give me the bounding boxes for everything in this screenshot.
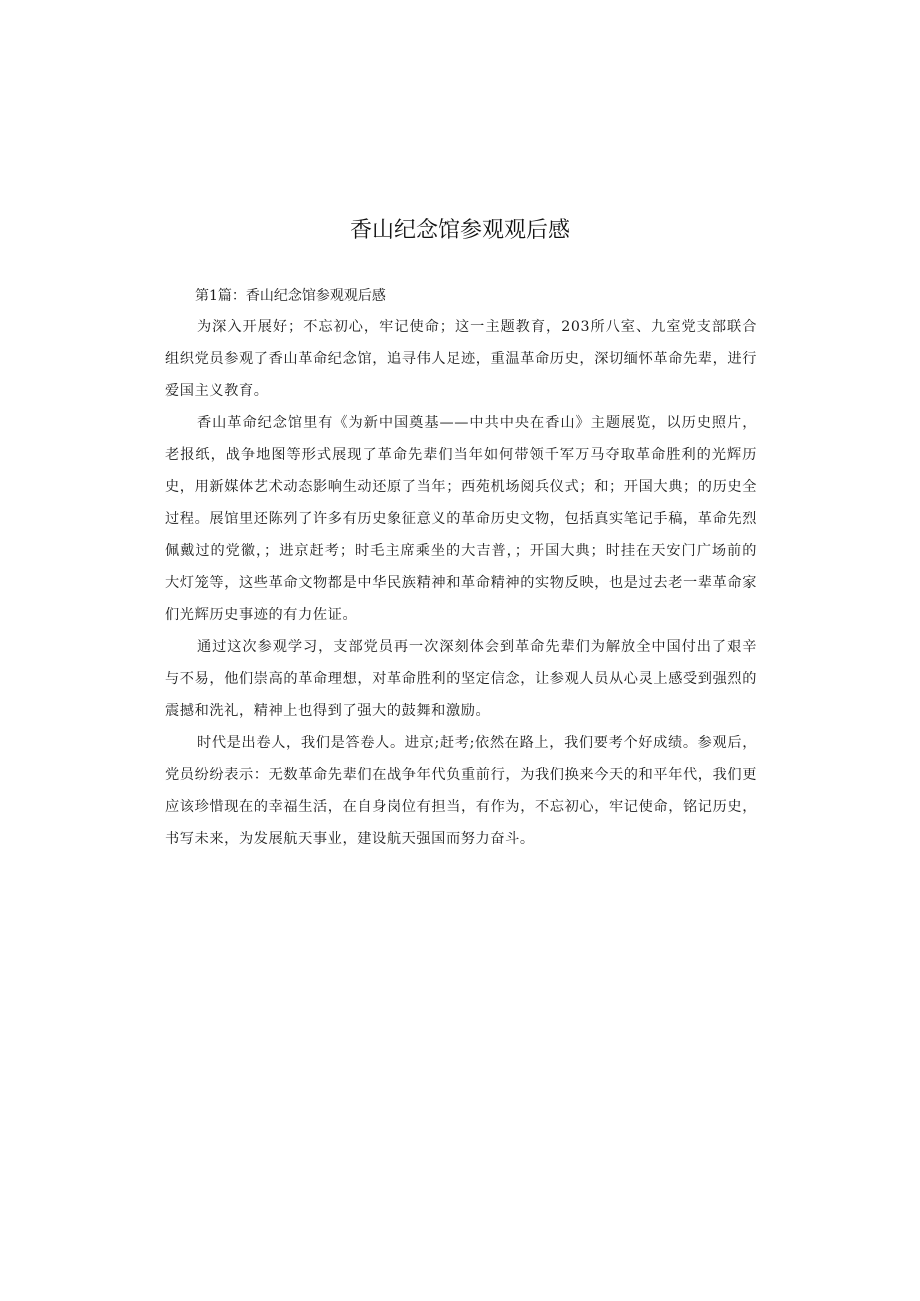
paragraph-1: 为深入开展好；不忘初心，牢记使命；这一主题教育，203所八室、九室党支部联合组织党员参观了香山革命纪念馆，追寻伟人足迹，重温革命历史，深切缅怀革命先辈，进行爱国主义教育。 [165,319,757,399]
document-title: 香山纪念馆参观观后感 [349,218,570,243]
document-body [165,283,757,855]
paragraph-2: 香山革命纪念馆里有《为新中国奠基——中共中央在香山》主题展览，以历史照片，老报纸，战争地图等形式展现了革命先辈们当年如何带领千军万马夺取革命胜利的光辉历史，用新媒体艺术动态影响生动还原了当年；西苑机场阅兵仪式；和；开国大典；的历史全过程。展馆里还陈列了许多有历史象征意义的革命历史文物，包括真实笔记手稿，革命先烈佩戴过的党徽，；进京赶考；时毛主席乘坐的大吉普，；开国大典；时挂在天安门广场前的大灯笼等，这些革命文物都是中华民族精神和革命精神的实物反映，也是过去老一辈革命家们光辉历史事迹的有力佐证。 [165,415,757,623]
paragraph-3: 通过这次参观学习，支部党员再一次深刻体会到革命先辈们为解放全中国付出了艰辛与不易，他们崇高的革命理想，对革命胜利的坚定信念，让参观人员从心灵上感受到强烈的震撼和洗礼，精神上也得到了强大的鼓舞和激励。 [165,639,757,719]
section-heading: 第1篇：香山纪念馆参观观后感 [195,288,386,304]
paragraph-4: 时代是出卷人，我们是答卷人。进京;赶考;依然在路上，我们要考个好成绩。参观后，党员纷纷表示：无数革命先辈们在战争年代负重前行，为我们换来今天的和平年代，我们更应该珍惜现在的幸福生活，在自身岗位有担当，有作为，不忘初心，牢记使命，铭记历史，书写未来，为发展航天事业，建设航天强国而努力奋斗。 [165,735,757,847]
